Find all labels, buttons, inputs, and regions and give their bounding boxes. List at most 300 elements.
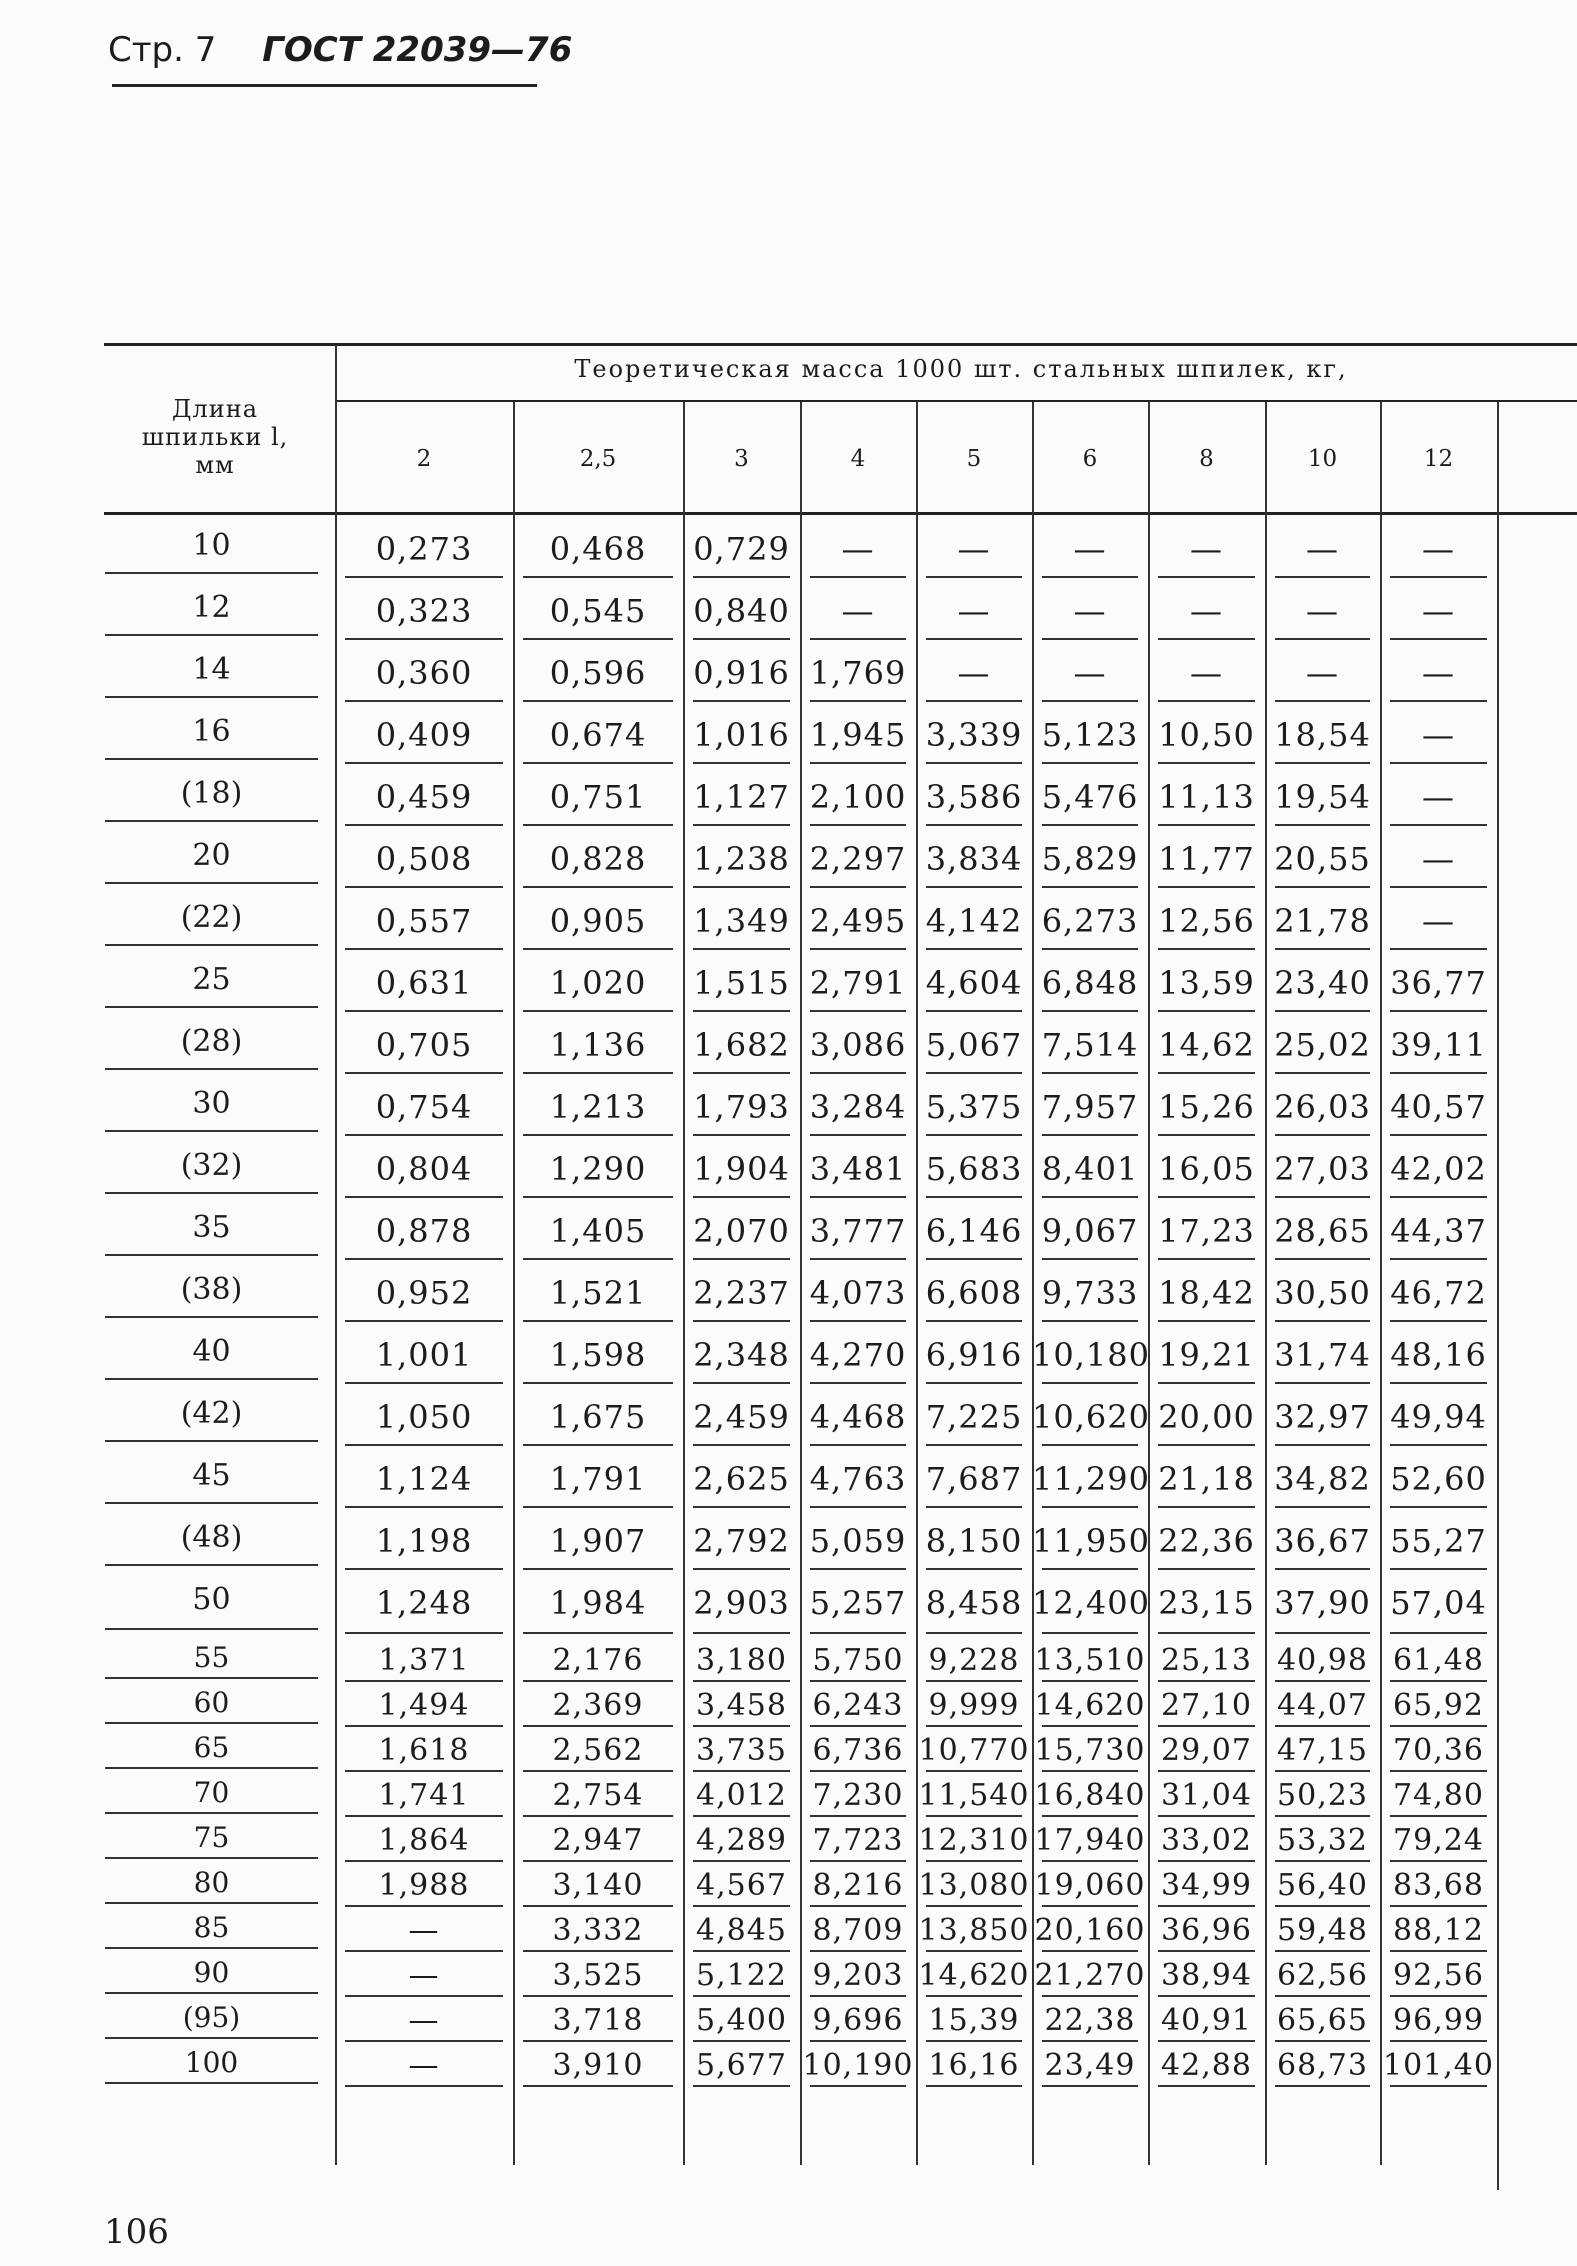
cell-rule (523, 1995, 673, 1997)
cell-rule (523, 2040, 673, 2042)
column-header: 6 (1082, 446, 1098, 472)
table-cell: — (1422, 778, 1455, 816)
row-rule (105, 1947, 318, 1949)
cell-rule (523, 1382, 673, 1384)
cell-rule (523, 700, 673, 702)
table-cell: 61,48 (1393, 1643, 1484, 1678)
row-rule (105, 1378, 318, 1380)
table-cell: 15,26 (1158, 1088, 1255, 1126)
cell-rule (1158, 1632, 1255, 1634)
cell-rule (1158, 700, 1255, 702)
table-cell: 2,070 (693, 1212, 790, 1250)
cell-rule (345, 1444, 503, 1446)
table-cell: 0,459 (375, 778, 473, 816)
table-cell: 59,48 (1277, 1913, 1368, 1948)
table-cell: 6,146 (925, 1212, 1023, 1250)
cell-rule (1042, 1860, 1138, 1862)
cell-rule (926, 2040, 1022, 2042)
cell-rule (523, 1632, 673, 1634)
table-cell: 0,409 (375, 716, 473, 754)
cell-rule (1042, 1382, 1138, 1384)
table-cell: 0,952 (375, 1274, 473, 1312)
table-cell: 52,60 (1390, 1460, 1487, 1498)
table-cell: 56,40 (1277, 1868, 1368, 1903)
row-rule (105, 634, 318, 636)
cell-rule (693, 1320, 790, 1322)
row-rule (105, 1857, 318, 1859)
table-cell: 2,625 (693, 1460, 790, 1498)
cell-rule (926, 824, 1022, 826)
cell-rule (1042, 1258, 1138, 1260)
cell-rule (1390, 1725, 1487, 1727)
cell-rule (810, 1196, 906, 1198)
table-cell: 8,150 (925, 1522, 1023, 1560)
column-header: 5 (966, 446, 982, 472)
table-cell: 48,16 (1390, 1336, 1487, 1374)
table-cell: 2,903 (693, 1584, 790, 1622)
cell-rule (1042, 824, 1138, 826)
table-cell: 1,198 (375, 1522, 473, 1560)
cell-rule (523, 2085, 673, 2087)
cell-rule (693, 1010, 790, 1012)
cell-rule (926, 1950, 1022, 1952)
table-cell: 30,50 (1274, 1274, 1371, 1312)
cell-rule (926, 1320, 1022, 1322)
table-cell: 0,804 (375, 1150, 473, 1188)
stub-header-line: шпильки l, (141, 423, 289, 451)
table-cell: 6,243 (812, 1688, 904, 1723)
table-cell: 4,289 (696, 1823, 787, 1858)
cell-rule (345, 762, 503, 764)
page-label: Стр. 7 (108, 30, 217, 70)
cell-rule (1275, 1680, 1370, 1682)
cell-rule (693, 2040, 790, 2042)
cell-rule (523, 886, 673, 888)
table-cell: 18,42 (1158, 1274, 1255, 1312)
cell-rule (693, 1680, 790, 1682)
row-length-label: (38) (180, 1272, 243, 1307)
table-cell: 2,297 (809, 840, 907, 878)
table-cell: 0,631 (375, 964, 473, 1002)
row-length-label: (28) (180, 1024, 243, 1059)
table-cell: 3,718 (552, 2003, 644, 2038)
table-cell: 0,828 (549, 840, 647, 878)
cell-rule (1158, 1950, 1255, 1952)
cell-rule (523, 1680, 673, 1682)
cell-rule (1390, 762, 1487, 764)
cell-rule (523, 1860, 673, 1862)
cell-rule (926, 1196, 1022, 1198)
row-length-label: (22) (180, 900, 243, 935)
table-cell: 49,94 (1390, 1398, 1487, 1436)
cell-rule (1042, 886, 1138, 888)
cell-rule (1275, 2040, 1370, 2042)
table-cell: 0,323 (375, 592, 473, 630)
table-cell: 3,332 (552, 1913, 644, 1948)
cell-rule (693, 824, 790, 826)
cell-rule (810, 1815, 906, 1817)
cell-rule (1042, 1444, 1138, 1446)
cell-rule (693, 1995, 790, 1997)
table-cell: 7,723 (812, 1823, 904, 1858)
row-rule (105, 1767, 318, 1769)
table-cell: 20,55 (1274, 840, 1371, 878)
row-rule (105, 2037, 318, 2039)
column-header: 10 (1307, 446, 1338, 472)
table-cell: 27,03 (1274, 1150, 1371, 1188)
row-length-label: 90 (193, 1956, 230, 1989)
cell-rule (1042, 1320, 1138, 1322)
table-cell: 2,562 (552, 1733, 644, 1768)
table-cell: 2,459 (693, 1398, 790, 1436)
table-cell: 10,190 (802, 2048, 914, 2083)
cell-rule (810, 1905, 906, 1907)
table-cell: 3,586 (925, 778, 1023, 816)
cell-rule (926, 762, 1022, 764)
cell-rule (693, 1725, 790, 1727)
cell-rule (523, 576, 673, 578)
table-cell: 16,16 (928, 2048, 1020, 2083)
table-cell: — (1073, 654, 1107, 692)
cell-rule (1390, 1382, 1487, 1384)
table-cell: 40,98 (1277, 1643, 1368, 1678)
table-cell: 0,905 (549, 902, 647, 940)
cell-rule (523, 824, 673, 826)
table-cell: 5,059 (809, 1522, 907, 1560)
cell-rule (1158, 1444, 1255, 1446)
cell-rule (345, 1725, 503, 1727)
table-cell: 5,829 (1041, 840, 1139, 878)
cell-rule (1042, 576, 1138, 578)
cell-rule (1275, 948, 1370, 950)
cell-rule (345, 1905, 503, 1907)
table-cell: 6,608 (925, 1274, 1023, 1312)
table-cell: 11,13 (1158, 778, 1255, 816)
cell-rule (810, 1258, 906, 1260)
cell-rule (1275, 1770, 1370, 1772)
table-cell: 17,940 (1034, 1823, 1146, 1858)
cell-rule (1042, 1680, 1138, 1682)
cell-rule (1158, 1010, 1255, 1012)
column-header: 4 (850, 446, 866, 472)
row-rule (105, 2082, 318, 2084)
cell-rule (693, 948, 790, 950)
cell-rule (1390, 1568, 1487, 1570)
table-cell: 1,791 (549, 1460, 647, 1498)
row-rule (105, 1502, 318, 1504)
cell-rule (1042, 948, 1138, 950)
cell-rule (1042, 2085, 1138, 2087)
cell-rule (810, 1320, 906, 1322)
cell-rule (1042, 1995, 1138, 1997)
table-cell: 15,39 (928, 2003, 1020, 2038)
table-cell: — (1422, 592, 1455, 630)
table-cell: 40,57 (1390, 1088, 1487, 1126)
cell-rule (926, 1072, 1022, 1074)
row-length-label: 75 (193, 1821, 230, 1854)
row-rule (105, 1192, 318, 1194)
row-rule (105, 1006, 318, 1008)
table-cell: 3,481 (809, 1150, 907, 1188)
table-cell: 1,238 (693, 840, 790, 878)
cell-rule (1158, 1995, 1255, 1997)
table-cell: 1,988 (378, 1868, 470, 1903)
cell-rule (1390, 638, 1487, 640)
table-cell: 4,567 (696, 1868, 787, 1903)
table-cell: 1,618 (378, 1733, 470, 1768)
cell-rule (345, 1382, 503, 1384)
column-divider-line (1497, 402, 1499, 2165)
row-rule (105, 1677, 318, 1679)
cell-rule (1390, 1134, 1487, 1136)
table-cell: 8,216 (812, 1868, 904, 1903)
table-cell: 4,845 (696, 1913, 787, 1948)
table-cell: 5,677 (696, 2048, 787, 2083)
cell-rule (810, 1444, 906, 1446)
table-cell: 2,369 (552, 1688, 644, 1723)
table-cell: 22,38 (1044, 2003, 1136, 2038)
cell-rule (345, 1010, 503, 1012)
cell-rule (1390, 1905, 1487, 1907)
cell-rule (1042, 1632, 1138, 1634)
row-length-label: (95) (182, 2001, 241, 2034)
table-cell: 19,21 (1158, 1336, 1255, 1374)
table-cell: 1,127 (693, 778, 790, 816)
cell-rule (523, 1506, 673, 1508)
cell-rule (693, 762, 790, 764)
cell-rule (810, 1568, 906, 1570)
table-cell: 46,72 (1390, 1274, 1487, 1312)
table-cell: 5,122 (696, 1958, 787, 1993)
row-length-label: 40 (192, 1334, 231, 1369)
table-cell: 5,476 (1041, 778, 1139, 816)
cell-rule (926, 1010, 1022, 1012)
row-rule (105, 1628, 318, 1630)
table-cell: 9,733 (1041, 1274, 1139, 1312)
table-cell: 6,273 (1041, 902, 1139, 940)
table-cell: 2,791 (809, 964, 907, 1002)
table-cell: 39,11 (1390, 1026, 1487, 1064)
table-cell: 42,02 (1390, 1150, 1487, 1188)
cell-rule (1042, 762, 1138, 764)
table-cell: 9,696 (812, 2003, 904, 2038)
table-cell: 7,225 (925, 1398, 1023, 1436)
span-header: Теоретическая масса 1000 шт. стальных шпилек, кг, (574, 355, 1348, 383)
cell-rule (1158, 948, 1255, 950)
cell-rule (523, 1010, 673, 1012)
table-cell: 16,05 (1158, 1150, 1255, 1188)
cell-rule (693, 2085, 790, 2087)
row-rule (105, 572, 318, 574)
cell-rule (1158, 824, 1255, 826)
cell-rule (1275, 886, 1370, 888)
table-cell: — (841, 530, 875, 568)
row-length-label: 80 (193, 1866, 230, 1899)
cell-rule (523, 1072, 673, 1074)
cell-rule (810, 1632, 906, 1634)
table-cell: 55,27 (1390, 1522, 1487, 1560)
cell-rule (1390, 948, 1487, 950)
row-length-label: (48) (180, 1520, 243, 1555)
table-cell: 1,124 (375, 1460, 473, 1498)
cell-rule (1390, 1815, 1487, 1817)
cell-rule (1275, 762, 1370, 764)
table-cell: 11,77 (1158, 840, 1255, 878)
cell-rule (810, 1995, 906, 1997)
table-cell: 27,10 (1161, 1688, 1252, 1723)
cell-rule (1042, 1815, 1138, 1817)
table-cell: 22,36 (1158, 1522, 1255, 1560)
column-divider-line (1497, 2165, 1499, 2190)
table-cell: — (408, 2048, 440, 2083)
cell-rule (345, 1860, 503, 1862)
cell-rule (1275, 1382, 1370, 1384)
table-cell: 10,770 (918, 1733, 1030, 1768)
row-length-label: 35 (192, 1210, 231, 1245)
table-cell: 1,769 (809, 654, 907, 692)
cell-rule (1158, 1382, 1255, 1384)
table-cell: 28,65 (1274, 1212, 1371, 1250)
cell-rule (1390, 1506, 1487, 1508)
cell-rule (1158, 1196, 1255, 1198)
cell-rule (1158, 1072, 1255, 1074)
row-rule (105, 1440, 318, 1442)
row-rule (105, 1992, 318, 1994)
cell-rule (1042, 1072, 1138, 1074)
cell-rule (523, 1258, 673, 1260)
cell-rule (1275, 576, 1370, 578)
cell-rule (1042, 1770, 1138, 1772)
table-cell: 0,508 (375, 840, 473, 878)
cell-rule (693, 886, 790, 888)
table-cell: 5,257 (809, 1584, 907, 1622)
table-cell: 3,180 (696, 1643, 787, 1678)
cell-rule (345, 2085, 503, 2087)
table-cell: 10,50 (1158, 716, 1255, 754)
table-cell: 1,904 (693, 1150, 790, 1188)
cell-rule (926, 948, 1022, 950)
cell-rule (523, 638, 673, 640)
table-cell: 0,878 (375, 1212, 473, 1250)
stub-header-line: мм (195, 451, 235, 479)
cell-rule (1042, 1725, 1138, 1727)
table-cell: 5,683 (925, 1150, 1023, 1188)
table-cell: 1,213 (549, 1088, 647, 1126)
cell-rule (810, 1072, 906, 1074)
cell-rule (926, 1258, 1022, 1260)
table-cell: 62,56 (1277, 1958, 1368, 1993)
cell-rule (1275, 2085, 1370, 2087)
column-header: 2,5 (579, 446, 617, 472)
table-cell: 44,07 (1277, 1688, 1368, 1723)
table-cell: 20,160 (1034, 1913, 1146, 1948)
table-cell: — (1190, 592, 1223, 630)
table-cell: 10,180 (1032, 1336, 1150, 1374)
row-length-label: 10 (192, 528, 231, 563)
cell-rule (810, 824, 906, 826)
cell-rule (1158, 1680, 1255, 1682)
table-cell: 74,80 (1393, 1778, 1484, 1813)
cell-rule (810, 1506, 906, 1508)
row-rule (105, 1068, 318, 1070)
table-cell: 10,620 (1032, 1398, 1150, 1436)
table-cell: 0,674 (549, 716, 647, 754)
cell-rule (810, 948, 906, 950)
cell-rule (1042, 1196, 1138, 1198)
table-cell: 2,348 (693, 1336, 790, 1374)
table-cell: 32,97 (1274, 1398, 1371, 1436)
table-cell: — (957, 530, 991, 568)
row-length-label: 12 (192, 590, 231, 625)
page-number: 106 (104, 2212, 169, 2252)
table-cell: 11,540 (918, 1778, 1030, 1813)
document-label: ГОСТ 22039—76 (262, 30, 573, 70)
table-cell: 5,123 (1041, 716, 1139, 754)
table-cell: 9,203 (812, 1958, 904, 1993)
cell-rule (926, 1680, 1022, 1682)
table-cell: 4,142 (925, 902, 1023, 940)
cell-rule (1158, 1725, 1255, 1727)
table-cell: 3,910 (552, 2048, 644, 2083)
table-cell: — (1422, 654, 1455, 692)
cell-rule (1158, 1134, 1255, 1136)
cell-rule (926, 1632, 1022, 1634)
table-cell: 38,94 (1161, 1958, 1252, 1993)
table-cell: 4,012 (696, 1778, 787, 1813)
table-cell: 12,310 (918, 1823, 1030, 1858)
cell-rule (810, 576, 906, 578)
cell-rule (693, 1860, 790, 1862)
cell-rule (345, 1196, 503, 1198)
cell-rule (1390, 1196, 1487, 1198)
cell-rule (1275, 1320, 1370, 1322)
cell-rule (345, 1072, 503, 1074)
table-cell: 0,751 (549, 778, 647, 816)
cell-rule (345, 824, 503, 826)
cell-rule (1275, 1134, 1370, 1136)
cell-rule (810, 1010, 906, 1012)
cell-rule (345, 700, 503, 702)
cell-rule (1275, 1632, 1370, 1634)
table-cell: 6,848 (1041, 964, 1139, 1002)
table-cell: 1,349 (693, 902, 790, 940)
table-cell: 57,04 (1390, 1584, 1487, 1622)
table-cell: 14,620 (918, 1958, 1030, 1993)
cell-rule (693, 1134, 790, 1136)
cell-rule (693, 1196, 790, 1198)
table-cell: — (1073, 592, 1107, 630)
cell-rule (1042, 1568, 1138, 1570)
table-cell: 23,40 (1274, 964, 1371, 1002)
column-header: 8 (1199, 446, 1214, 472)
cell-rule (810, 1382, 906, 1384)
table-cell: 83,68 (1393, 1868, 1484, 1903)
row-length-label: 25 (192, 962, 231, 997)
cell-rule (926, 700, 1022, 702)
table-cell: 11,290 (1032, 1460, 1150, 1498)
cell-rule (1158, 1568, 1255, 1570)
stub-header-line: Длина (171, 395, 259, 423)
table-cell: 31,74 (1274, 1336, 1371, 1374)
cell-rule (693, 1382, 790, 1384)
table-cell: 3,735 (696, 1733, 787, 1768)
cell-rule (693, 1568, 790, 1570)
cell-rule (1275, 1196, 1370, 1198)
row-length-label: 60 (193, 1686, 230, 1719)
cell-rule (523, 762, 673, 764)
table-cell: 65,92 (1393, 1688, 1484, 1723)
cell-rule (693, 1506, 790, 1508)
